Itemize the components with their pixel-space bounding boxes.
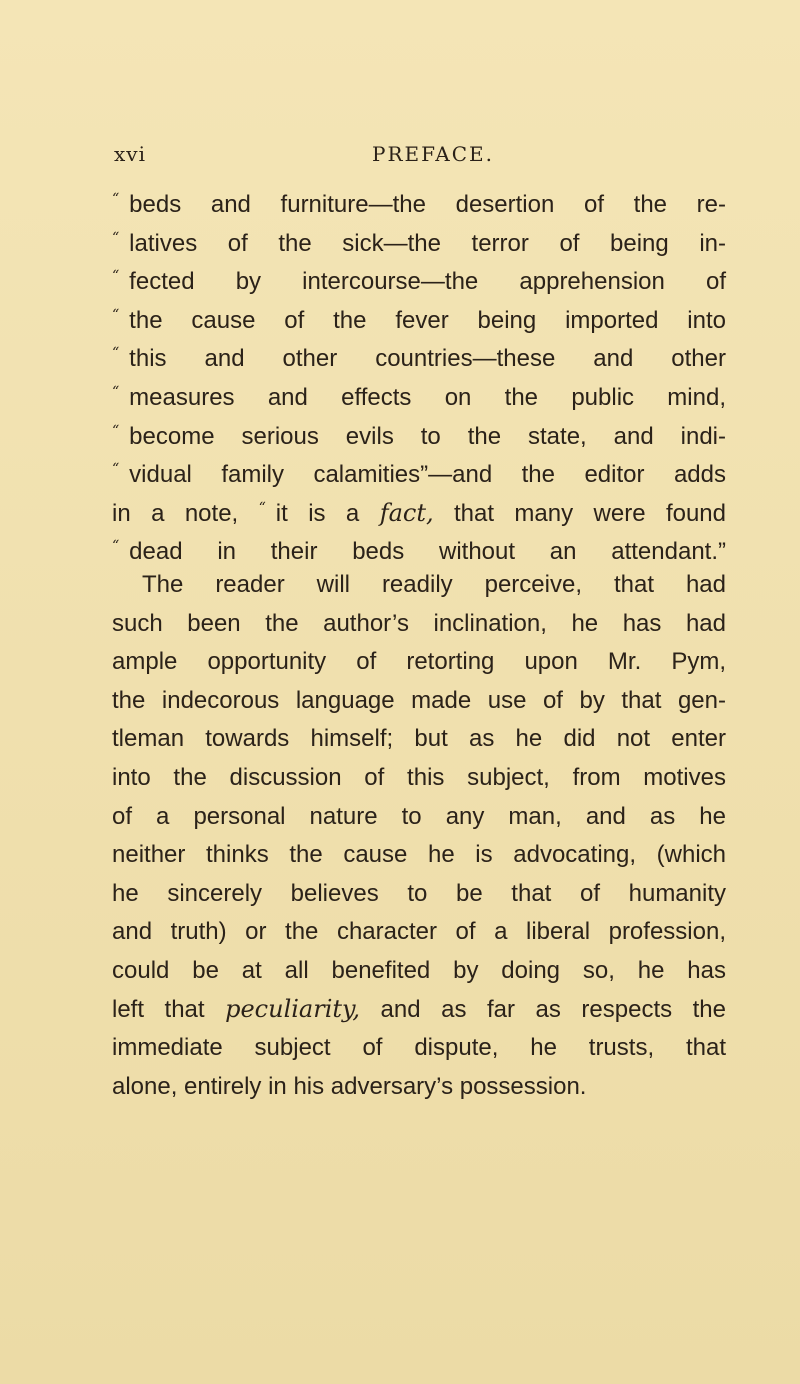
text-line: in a note, “ it is a fact, that many were found bbox=[112, 498, 726, 527]
text-line: “ this and other countries—these and other bbox=[112, 345, 726, 373]
text-line: alone, entirely in his adversary’s possession. bbox=[112, 1072, 587, 1100]
text-line: neither thinks the cause he is advocating, (which bbox=[112, 841, 726, 869]
text-line: left that peculiarity, and as far as respects the bbox=[112, 995, 726, 1024]
text-line: the indecorous language made use of by that gen- bbox=[112, 686, 726, 714]
text-line: “ dead in their beds without an attendant.” bbox=[112, 538, 726, 566]
text-line: could be at all benefited by doing so, he has bbox=[112, 956, 726, 984]
body-text bbox=[112, 180, 726, 1106]
text-line: of a personal nature to any man, and as he bbox=[112, 802, 726, 830]
text-line: “ measures and effects on the public mind, bbox=[112, 383, 726, 411]
text-line: “ beds and furniture—the desertion of the re- bbox=[112, 191, 726, 218]
text-line: “ vidual family calamities”—and the editor adds bbox=[112, 461, 726, 489]
text-line: “ the cause of the fever being imported into bbox=[112, 306, 726, 334]
text-line: immediate subject of dispute, he trusts, that bbox=[112, 1034, 726, 1062]
text-line: “ latives of the sick—the terror of being in- bbox=[112, 229, 726, 257]
text-line: and truth) or the character of a liberal profession, bbox=[112, 918, 726, 946]
page-number: xvi bbox=[114, 142, 146, 166]
text-line: “ fected by intercourse—the apprehension of bbox=[112, 268, 726, 296]
paragraph-start-line: The reader will readily perceive, that had bbox=[142, 570, 726, 598]
text-line: into the discussion of this subject, from motives bbox=[112, 763, 726, 791]
text-line: such been the author’s inclination, he has had bbox=[112, 609, 726, 637]
text-line: ample opportunity of retorting upon Mr. Pym, bbox=[112, 648, 726, 676]
text-line: “ become serious evils to the state, and indi- bbox=[112, 422, 726, 450]
text-line: he sincerely believes to be that of humanity bbox=[112, 879, 726, 907]
running-head: PREFACE. bbox=[372, 142, 494, 166]
page-header bbox=[0, 140, 800, 176]
text-line: tleman towards himself; but as he did not enter bbox=[112, 725, 726, 753]
